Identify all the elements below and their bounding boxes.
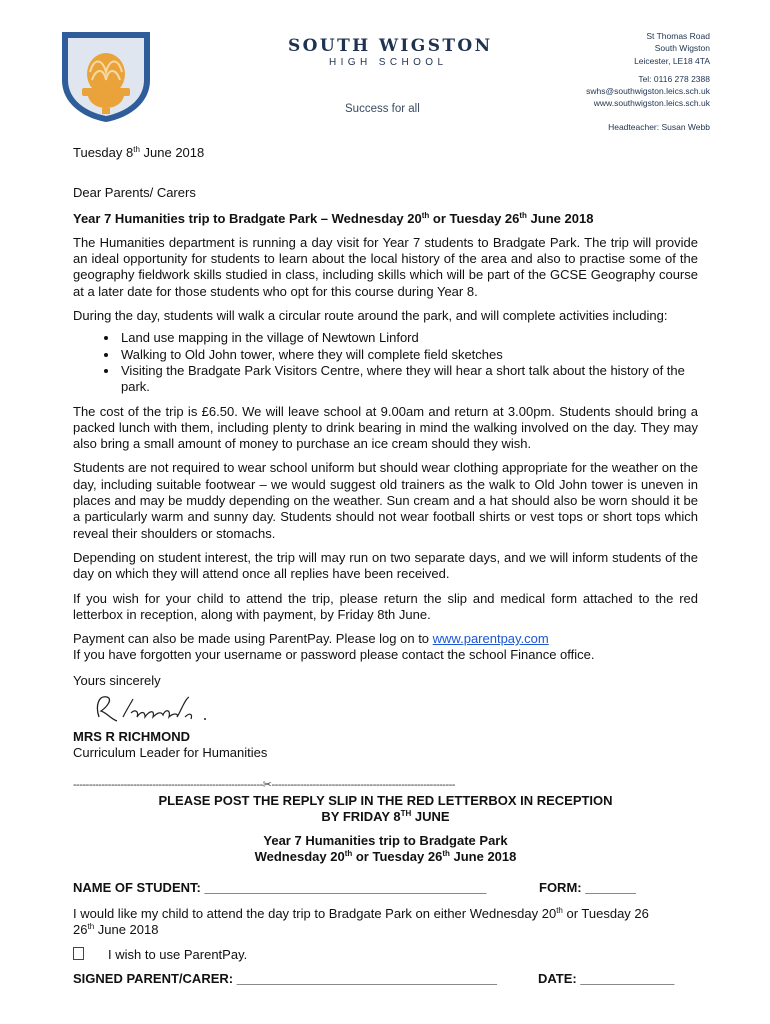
school-contact-block: [490, 30, 710, 133]
date-field[interactable]: DATE: _____________: [538, 971, 675, 986]
letter-subject: Year 7 Humanities trip to Bradgate Park – Wednesday 20th or Tuesday 26th June 2018: [73, 210, 594, 226]
clothing-paragraph: Students are not required to wear school uniform but should wear clothing appropriate for the weather on the day, including suitable footwear – we would suggest old trainers as the walk to Old John tower is uneven in places and may be muddy depending on the weather. Sun cream and a hat should also be worn should it be a particularly warm and sunny day. Students should not wear football shirts or vest tops or short tops which reveal their shoulders or stomachs.: [73, 460, 698, 541]
signoff: Yours sincerely: [73, 672, 161, 688]
school-motto: Success for all: [345, 103, 420, 115]
headteacher: Headteacher: Susan Webb: [608, 121, 710, 132]
slip-trip-title: Year 7 Humanities trip to Bradgate Park Wednesday 20th or Tuesday 26th June 2018: [254, 833, 517, 864]
intro-paragraph: The Humanities department is running a day visit for Year 7 students to Bradgate Park. The trip will provide an ideal opportunity for students to learn about the local history of the area and also to practise some of the geography fieldwork skills studied in class, including skills which will be part of the GCSE Geography course at a later date for those students who opt for this course during Year 8.: [73, 234, 698, 299]
handwritten-signature: [85, 691, 245, 727]
signer-name: MRS R RICHMOND: [73, 729, 190, 745]
slip-instruction: PLEASE POST THE REPLY SLIP IN THE RED LETTERBOX IN RECEPTION BY FRIDAY 8TH JUNE: [158, 793, 613, 824]
greeting: Dear Parents/ Carers: [73, 185, 196, 201]
list-item: • Visiting the Bradgate Park Visitors Centre, where they will hear a short talk about the history of the park.: [119, 363, 698, 396]
address-line: St Thomas Road: [646, 31, 710, 41]
cost-paragraph: The cost of the trip is £6.50. We will leave school at 9.00am and return at 3.00pm. Students should bring a packed lunch with them, including plenty to drink bearing in mind the walking involved on the day. They may also bring a small amount of money to purchase an ice cream should they wish.: [73, 403, 698, 452]
list-item: • Land use mapping in the village of Newtown Linford: [119, 330, 698, 346]
address-line: South Wigston: [654, 43, 710, 54]
activities-list: [73, 330, 698, 395]
parentpay-option: [73, 947, 247, 962]
acorn-shield-icon: [58, 28, 154, 124]
website-address: www.southwigston.leics.sch.uk: [593, 98, 710, 109]
signer-title: Curriculum Leader for Humanities: [73, 745, 268, 761]
schedule-paragraph: Depending on student interest, the trip will may run on two separate days, and we will inform students of the day on which they will attend once all replies have been received.: [73, 549, 698, 582]
address-line: Leicester, LE18 4TA: [634, 55, 710, 66]
activities-intro: During the day, students will walk a circular route around the park, and will complete activities including:: [73, 308, 668, 324]
payment-paragraph: Payment can also be made using ParentPay. Please log on to www.parentpay.com If you have forgotten your username or password please contact the school Finance office.: [73, 631, 595, 663]
email-address: swhs@southwigston.leics.sch.uk: [586, 86, 710, 97]
list-item: • Walking to Old John tower, where they will complete field sketches: [119, 347, 698, 363]
school-subtitle: HIGH SCHOOL: [329, 57, 448, 68]
parentpay-checkbox[interactable]: [73, 947, 84, 960]
return-paragraph: If you wish for your child to attend the trip, please return the slip and medical form attached to the red letterbox in reception, along with payment, by Friday 8th June.: [73, 590, 698, 622]
letter-body: [73, 145, 698, 762]
consent-statement: I would like my child to attend the day trip to Bradgate Park on either Wednesday 20th or Tuesday 26 26th June 2018: [73, 906, 649, 938]
parent-signature-field[interactable]: SIGNED PARENT/CARER: ____________________________________: [73, 971, 497, 986]
telephone: Tel: 0116 278 2388: [638, 73, 710, 84]
parentpay-option-label: I wish to use ParentPay.: [108, 947, 248, 962]
parentpay-link[interactable]: www.parentpay.com: [432, 631, 549, 647]
letter-date: Tuesday 8th June 2018: [73, 145, 205, 160]
student-name-field[interactable]: NAME OF STUDENT: _______________________________________: [73, 880, 487, 895]
form-field[interactable]: FORM: _______: [539, 880, 636, 895]
scissors-cut-line: ------------------------------------------------------------✂----------------------------------------------------------: [73, 779, 455, 791]
school-name: SOUTH WIGSTON: [288, 36, 493, 56]
